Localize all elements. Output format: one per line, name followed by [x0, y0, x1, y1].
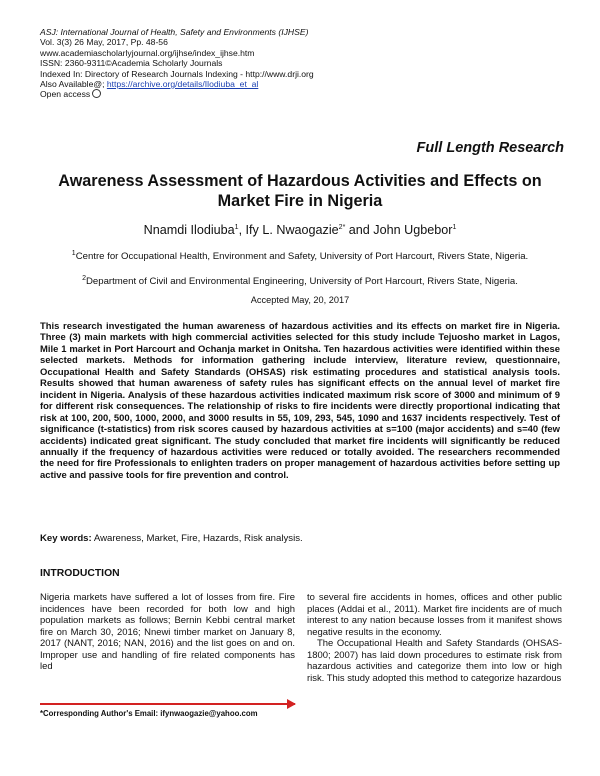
intro-column-right — [307, 592, 562, 684]
issn-info: ISSN: 2360-9311©Academia Scholarly Journals — [40, 58, 223, 69]
affiliation-1-text: Centre for Occupational Health, Environment and Safety, University of Port Harcourt, Rivers State, Nigeria. — [75, 251, 529, 263]
arrow-right-icon — [287, 699, 296, 709]
journal-website[interactable]: www.academiascholarlyjournal.org/ijhse/index_ijhse.htm — [40, 47, 255, 58]
author-list — [40, 223, 560, 237]
affiliation-2 — [30, 275, 570, 287]
keywords-label: Key words: — [40, 533, 92, 544]
indexing-info: Indexed In: Directory of Research Journals Indexing - http://www.drji.org — [40, 68, 314, 79]
footnote-divider — [40, 703, 295, 705]
abstract: This research investigated the human awareness of hazardous activities and its effects on market fire in Nigeria. Three (3) main markets with high commercial activities selected for this study include Tejuosho market in Lagos, Mile 1 market in Port Harcourt and Ochanja market in Onitsha. Ten hazardous activities were identified within these selected markets. Methods for information gathering include interview, literature review, questionnaire, Occupational Health and Safety Standards (OHSAS) risk estimating procedures and statistical analysis tools. Results showed that human awareness of safety rules has significant effects on the annual level of market fire incident in Nigeria. Analysis of these hazardous activities indicated maximum risk score of 3000 and minimum of 9 for different risk consequences. The relationship of risks to fire incidents were directly proportional indicating that risk at 100, 200, 500, 1000, 2000, and 3000 results in 55, 109, 293, 545, 1090 and 1637 incidents respectively. Test of significance (t-statistics) from risk scores caused by hazardous activities at s=100 (major accidents) and s=40 (few accidents) indicated great significant. The study concluded that market fire incidents will significantly be reduced annually if the frequency of hazardous activities were reduced or totally avoided. The researchers recommended the need for fire Professionals to enlighten traders on proper management of hazardous activities before setting up active and passive tools for fire prevention and control. — [40, 321, 560, 481]
journal-header — [40, 27, 314, 100]
article-type: Full Length Research — [416, 140, 564, 156]
affiliation-1-sup: 1 — [71, 250, 76, 257]
paper-title: Awareness Assessment of Hazardous Activities and Effects on Market Fire in Nigeria — [58, 172, 542, 210]
volume-info: Vol. 3(3) 26 May, 2017, Pp. 48-56 — [40, 37, 168, 48]
also-available-label: Also Available@; — [40, 79, 107, 90]
open-access — [40, 89, 314, 99]
also-available — [40, 79, 314, 89]
author-2-sup: 2* — [338, 223, 346, 231]
author-2: , Ify L. Nwaogazie — [238, 223, 339, 237]
intro-paragraph-2: to several fire accidents in homes, offices and other public places (Addai et al., 2011). Market fire incidents are of much interest to any nation because losses from it manifest shows negative results in the economy. — [307, 592, 562, 638]
intro-paragraph-3: The Occupational Health and Safety Standards (OHSAS-1800; 2007) has laid down procedures to estimate risk from hazardous activities and categorize them into low or high risk. This study adopted this method to categorize hazardous — [307, 638, 562, 684]
open-access-icon — [92, 89, 101, 98]
author-1-sup: 1 — [234, 223, 239, 231]
section-heading: INTRODUCTION — [40, 568, 120, 579]
affiliation-2-text: Department of Civil and Environmental Engineering, University of Port Harcourt, Rivers State, Nigeria. — [86, 276, 518, 288]
archive-link[interactable]: https://archive.org/details/Ilodiuba_et_al — [106, 79, 259, 90]
open-access-label: Open access — [40, 89, 91, 100]
affiliation-2-sup: 2 — [82, 275, 86, 282]
intro-paragraph-1: Nigeria markets have suffered a lot of losses from fire. Fire incidences have been recorded for both low and high population markets as follows; Bernin Kebbi central market fire on March 30, 2016; Nnewi timber market on January 8, 2017 (NANT, 2016; NAN, 2016) and the list goes on and on. Improper use and handling of fire related components has led — [40, 592, 295, 673]
keywords — [40, 533, 303, 544]
author-3: and John Ugbebor — [345, 223, 453, 237]
affiliation-1 — [30, 250, 570, 262]
accepted-date: Accepted May, 20, 2017 — [250, 295, 350, 305]
intro-column-left — [40, 592, 295, 673]
author-1: Nnamdi Ilodiuba — [143, 223, 235, 237]
author-3-sup: 1 — [452, 223, 457, 231]
keywords-text: Awareness, Market, Fire, Hazards, Risk analysis. — [91, 533, 303, 544]
journal-name: ASJ: International Journal of Health, Safety and Environments (IJHSE) — [40, 27, 309, 37]
corresponding-author: *Corresponding Author's Email: ifynwaogazie@yahoo.com — [40, 709, 258, 718]
